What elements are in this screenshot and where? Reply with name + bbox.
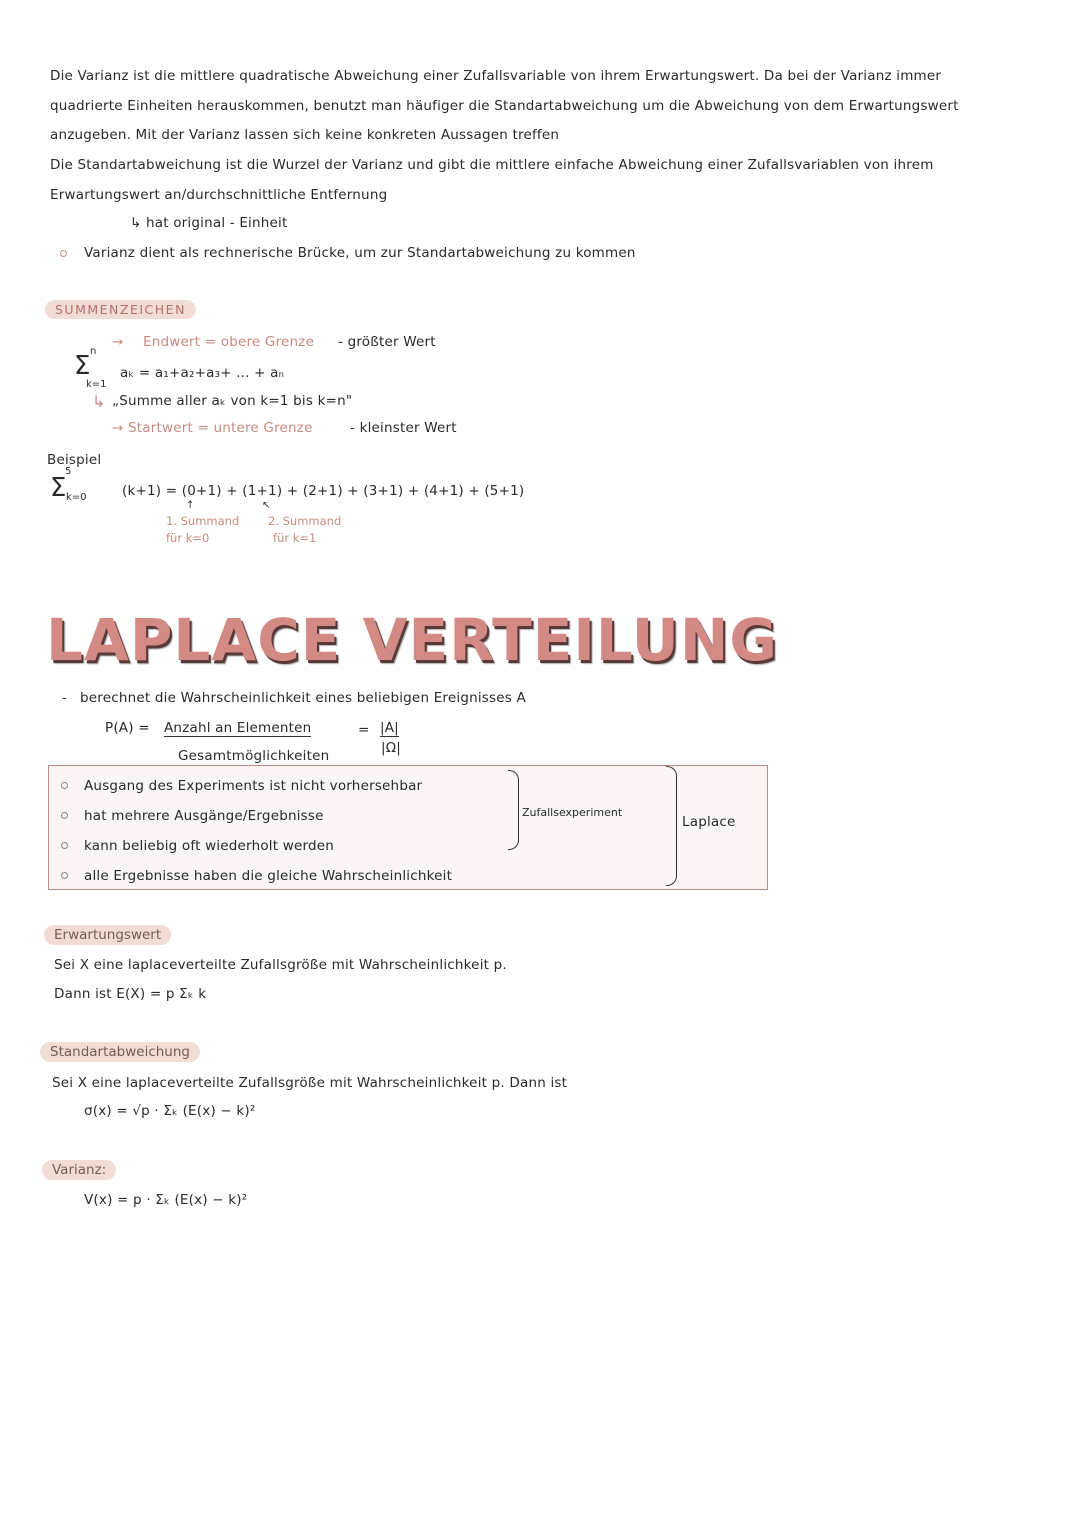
bullet-icon-1 [61,782,68,789]
erwartungswert-label: Erwartungswert [44,925,171,945]
condition-3: kann beliebig oft wiederholt werden [84,838,335,854]
laplace-label: Laplace [682,814,736,830]
arrow-up-icon: ↑ [186,500,195,511]
intro-line-1: Die Varianz ist die mittlere quadratische Abweichung einer Zufallsvariable von ihrem Erwartungswert. Da bei der Varianz immer [50,68,942,84]
erwartungswert-formula: Dann ist E(X) = p Σₖ k [54,986,207,1002]
dash-icon: - [62,690,68,706]
abs-omega: |Ω| [381,740,402,756]
fraction-numerator: Anzahl an Elementen [164,720,312,736]
intro-line-4: Die Standartabweichung ist die Wurzel der Varianz und gibt die mittlere einfache Abweichung einer Zufallsvariablen von ihrem [50,157,934,173]
example-upper-limit: 5 [65,466,72,477]
condition-4: alle Ergebnisse haben die gleiche Wahrscheinlichkeit [84,868,453,884]
laplace-title: LAPLACE VERTEILUNG [46,606,779,674]
erwartungswert-line-1: Sei X eine laplaceverteilte Zufallsgröße mit Wahrscheinlichkeit p. [54,957,507,973]
varianz-label: Varianz: [42,1160,116,1180]
intro-line-6: ↳ hat original - Einheit [130,215,288,231]
kleinster-wert-text: - kleinster Wert [350,420,457,436]
sum-lower-limit: k=1 [86,379,107,390]
abs-a: |A| [380,720,399,736]
sum-reading: „Summe aller aₖ von k=1 bis k=n" [112,393,353,409]
arrow-right-icon: → [112,334,124,350]
standardabweichung-formula: σ(x) = √p · Σₖ (E(x) − k)² [84,1103,256,1119]
bullet-icon-4 [61,872,68,879]
intro-line-7: Varianz dient als rechnerische Brücke, um zur Standartabweichung zu kommen [84,245,636,261]
summand-2-label: 2. Summand [268,514,342,528]
varianz-formula: V(x) = p · Σₖ (E(x) − k)² [84,1192,248,1208]
standardabweichung-label: Standartabweichung [40,1042,200,1062]
summand-1-label: 1. Summand [166,514,240,528]
zufallsexperiment-label: Zufallsexperiment [522,806,623,819]
fraction-denominator: Gesamtmöglichkeiten [178,748,330,764]
laplace-description: berechnet die Wahrscheinlichkeit eines beliebigen Ereignisses A [80,690,526,706]
curve-arrow-icon: ↳ [92,392,106,411]
summand-2-sub: für k=1 [273,531,317,545]
sum-upper-limit: n [90,346,97,357]
standardabweichung-line-1: Sei X eine laplaceverteilte Zufallsgröße mit Wahrscheinlichkeit p. Dann ist [52,1075,568,1091]
intro-line-2: quadrierte Einheiten herauskommen, benutzt man häufiger die Standartabweichung um die Abweichung von dem Erwartungswert [50,98,959,114]
brace-zufallsexperiment-icon [508,770,519,850]
condition-2: hat mehrere Ausgänge/Ergebnisse [84,808,324,824]
arrow-up-left-icon: ↖ [262,500,271,511]
equals-sign: = [358,722,370,738]
sigma-icon: Σ [74,351,91,381]
groesster-wert-text: - größter Wert [338,334,436,350]
brace-laplace-icon [666,766,677,886]
startwert-text: Startwert = untere Grenze [128,420,313,436]
summenzeichen-label: SUMMENZEICHEN [45,300,196,319]
intro-line-3: anzugeben. Mit der Varianz lassen sich keine konkreten Aussagen treffen [50,127,560,143]
probability-label: P(A) = [105,720,150,736]
sigma-icon-2: Σ [50,473,67,503]
sum-formula: aₖ = a₁+a₂+a₃+ ... + aₙ [120,365,285,381]
bullet-icon [60,250,67,257]
endwert-text: Endwert = obere Grenze [143,334,315,350]
condition-1: Ausgang des Experiments ist nicht vorhersehbar [84,778,423,794]
example-lower-limit: k=0 [66,492,87,503]
bullet-icon-3 [61,842,68,849]
bullet-icon-2 [61,812,68,819]
example-formula: (k+1) = (0+1) + (1+1) + (2+1) + (3+1) + (4+1) + (5+1) [122,483,525,499]
intro-line-5: Erwartungswert an/durchschnittliche Entfernung [50,187,388,203]
beispiel-label: Beispiel [47,452,102,468]
arrow-right-icon-2: → [112,420,124,436]
summand-1-sub: für k=0 [166,531,210,545]
